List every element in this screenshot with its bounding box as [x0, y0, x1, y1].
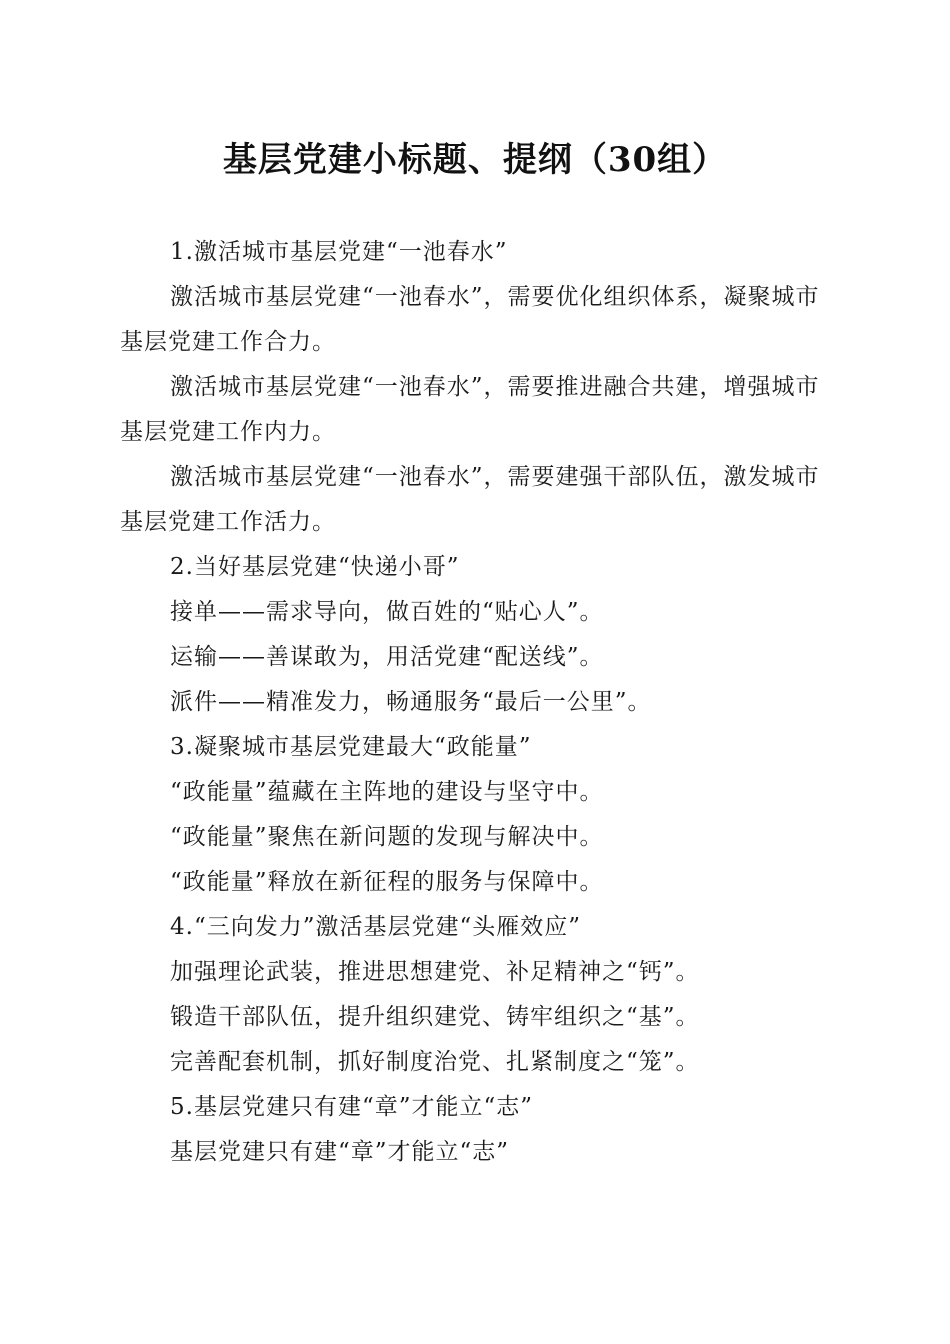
paragraph: 基层党建只有建“章”才能立“志”	[170, 1139, 510, 1165]
paragraph: “政能量”聚焦在新问题的发现与解决中。	[170, 824, 604, 850]
paragraph: 运输——善谋敢为，用活党建“配送线”。	[170, 644, 604, 670]
section-heading-3: 3.凝聚城市基层党建最大“政能量”	[170, 734, 532, 760]
paragraph: 激活城市基层党建“一池春水”，需要优化组织体系，凝聚城市基层党建工作合力。	[120, 284, 820, 355]
paragraph: 完善配套机制，抓好制度治党、扎紧制度之“笼”。	[170, 1049, 700, 1075]
paragraph: “政能量”蕴藏在主阵地的建设与坚守中。	[170, 779, 604, 805]
paragraph: 锻造干部队伍，提升组织建党、铸牢组织之“基”。	[170, 1004, 700, 1030]
paragraph: 接单——需求导向，做百姓的“贴心人”。	[170, 599, 604, 625]
section-heading-2: 2.当好基层党建“快递小哥”	[170, 554, 460, 580]
section-heading-1: 1.激活城市基层党建“一池春水”	[170, 239, 508, 265]
document-body	[120, 230, 832, 1175]
section-heading-4: 4.“三向发力”激活基层党建“头雁效应”	[170, 914, 581, 940]
document-title: 基层党建小标题、提纲（30组）	[222, 140, 728, 180]
paragraph: 加强理论武装，推进思想建党、补足精神之“钙”。	[170, 959, 700, 985]
paragraph: 派件——精准发力，畅通服务“最后一公里”。	[170, 689, 652, 715]
paragraph: 激活城市基层党建“一池春水”，需要建强干部队伍，激发城市基层党建工作活力。	[120, 464, 820, 535]
section-heading-5: 5.基层党建只有建“章”才能立“志”	[170, 1094, 533, 1120]
paragraph: 激活城市基层党建“一池春水”，需要推进融合共建，增强城市基层党建工作内力。	[120, 374, 820, 445]
paragraph: “政能量”释放在新征程的服务与保障中。	[170, 869, 604, 895]
